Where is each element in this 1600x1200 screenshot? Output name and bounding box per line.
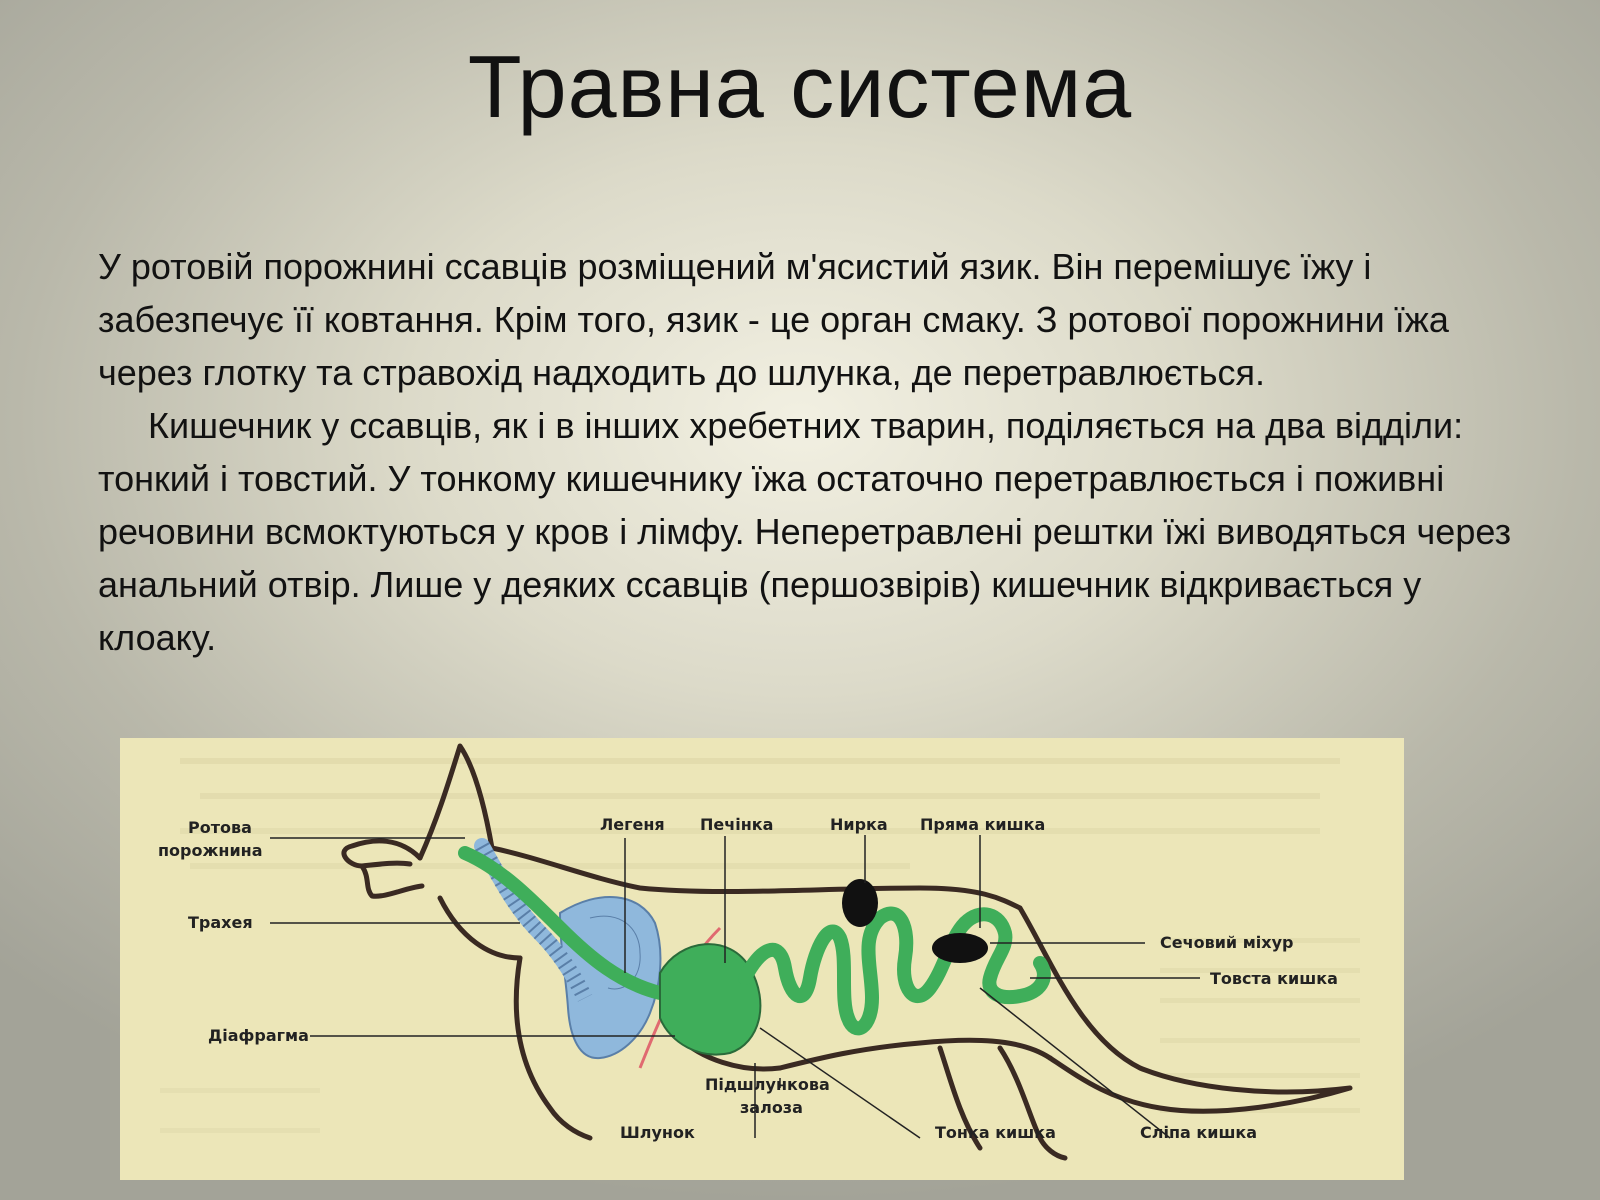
paragraph-oral-cavity: У ротовій порожнині ссавців розміщений м'ясистий язик. Він перемішує їжу і забезпечує її ковтання. Крім того, язик - це орган смаку. З ротової порожнини їжа через глотку та стравохід надходить до шлунка, де перетравлюється. — [98, 246, 1449, 393]
label-diaphragm: Діафрагма — [208, 1026, 309, 1045]
small-intestine-shape — [745, 914, 965, 1029]
label-stomach: Шлунок — [620, 1123, 695, 1142]
label-pancreas-2: залоза — [740, 1098, 803, 1117]
label-lungs: Легеня — [600, 815, 665, 834]
label-cecum: Сліпа кишка — [1140, 1123, 1258, 1142]
label-trachea: Трахея — [188, 913, 253, 932]
label-rectum: Пряма кишка — [920, 815, 1046, 834]
label-bladder: Сечовий міхур — [1160, 933, 1294, 952]
slide-title: Травна система — [467, 37, 1133, 136]
label-kidney: Нирка — [830, 815, 888, 834]
label-colon: Товста кишка — [1210, 969, 1338, 988]
label-small-intestine: Тонка кишка — [935, 1123, 1056, 1142]
kidney-shape — [842, 879, 878, 927]
label-liver: Печінка — [700, 815, 774, 834]
label-mouth-1: Ротова — [188, 818, 252, 837]
stomach-shape — [660, 944, 760, 1054]
label-mouth-2: порожнина — [158, 841, 263, 860]
body-text — [98, 240, 1518, 664]
digestive-system-diagram — [120, 738, 1404, 1180]
label-pancreas-1: Підшлункова — [705, 1075, 830, 1094]
diagram-svg — [120, 738, 1404, 1180]
paragraph-intestine: Кишечник у ссавців, як і в інших хребетних тварин, поділяється на два відділи: тонкий і товстий. У тонкому кишечнику їжа остаточно перетравлюється і поживні речовини всмоктуються у кров і лімфу. Неперетравлені рештки їжі виводяться через анальний отвір. Лише у деяких ссавців (першозвірів) кишечник відкривається у клоаку. — [98, 405, 1512, 658]
bladder-shape — [932, 933, 988, 963]
